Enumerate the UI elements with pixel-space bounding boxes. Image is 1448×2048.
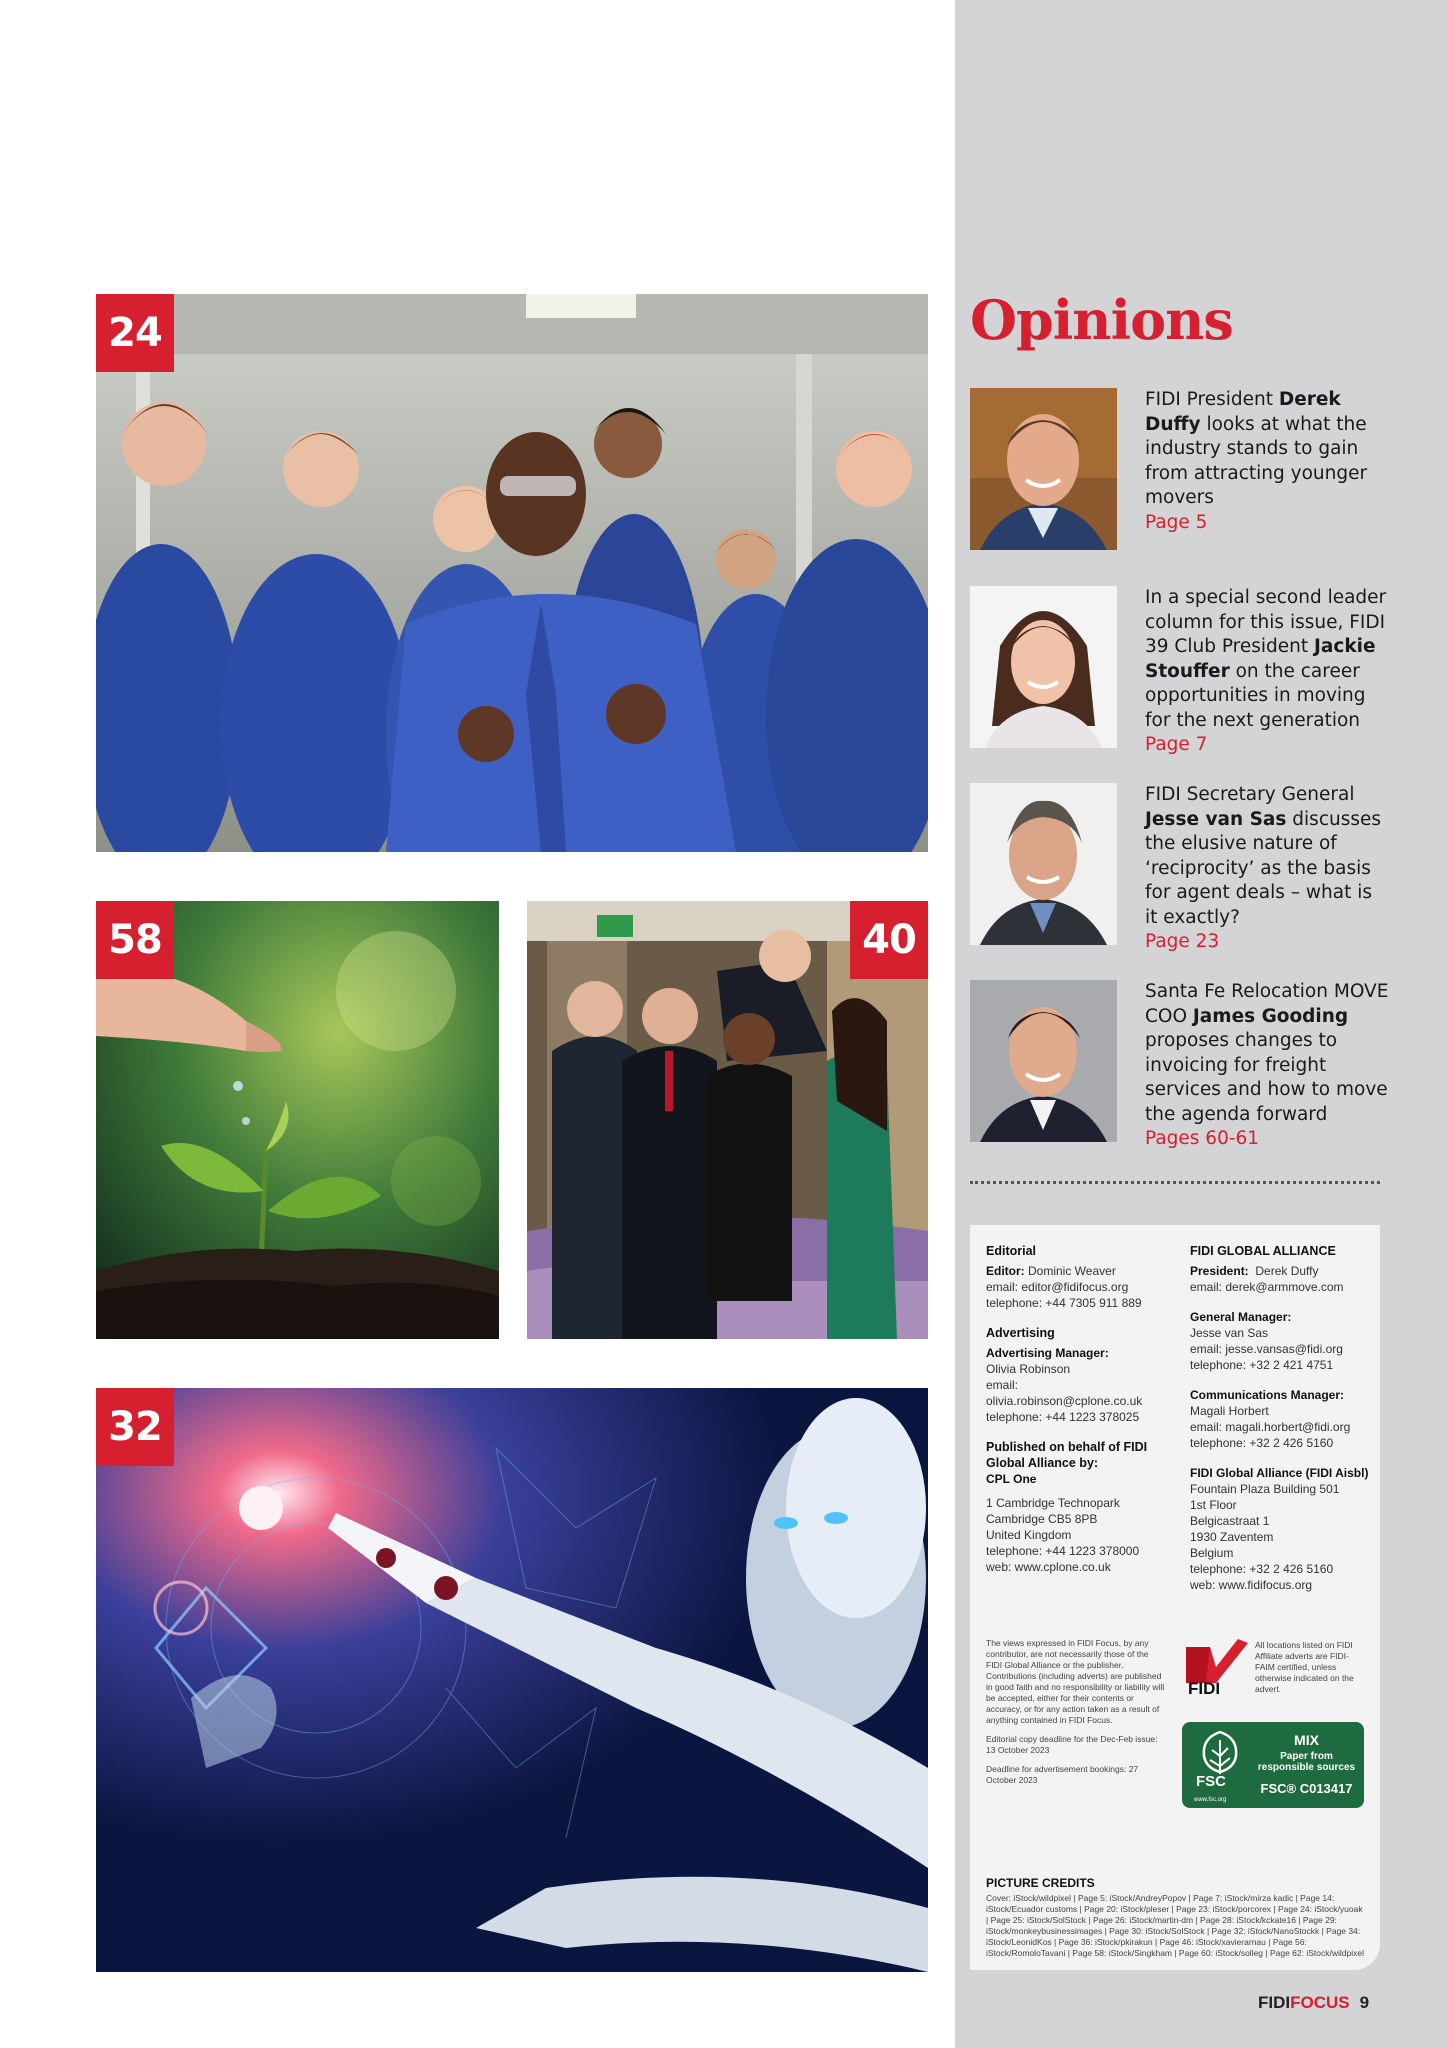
- section-divider: [970, 1181, 1380, 1184]
- masthead-box: [970, 1225, 1380, 1970]
- opinion-post: discusses the elusive nature of ‘reciprocity’ as the basis for agent deals – what is it exactly?: [1145, 808, 1382, 928]
- communications-manager-label: Communications Manager:: [1190, 1388, 1345, 1402]
- advertising-manager-name: Olivia Robinson: [986, 1362, 1071, 1376]
- editor-email[interactable]: email: editor@fidifocus.org: [986, 1280, 1129, 1294]
- publisher-address-line: 1 Cambridge Technopark: [986, 1496, 1120, 1510]
- portrait-james-gooding: [970, 980, 1117, 1142]
- opinion-page-link[interactable]: Pages 60-61: [1145, 1128, 1260, 1149]
- picture-credits-text: Cover: iStock/wildpixel | Page 5: iStock/AndreyPopov | Page 7: iStock/mirza kadic | Page 14: iStock/Ecuador customs | Page 20: iStock/pleser | Page 23: iStock/porcorex | Page 24: iStock/yuoak | Page 25: iStock/SolStock | Page 26: iStock/martin-dm | Page 28: iStock/kckate16 | Page 29: iStock/monkeybusinessimages | Page 30: iStock/SolStock | Page 32: iStock/NanoStockk | Page 34: iStock/LeonidKos | Page 36: iStock/pkirakun | Page 46: iStock/xavierarnau | Page 56: iStock/RomoloTavani | Page 58: iStock/Singkham | Page 60: iStock/solleg | Page 62: iStock/wildpixel: [986, 1893, 1364, 1958]
- fidi-address-line: 1st Floor: [1190, 1498, 1237, 1512]
- opinion-post: looks at what the industry stands to gain from attracting younger movers: [1145, 413, 1368, 508]
- opinion-post: on the career opportunities in moving for the next generation: [1145, 660, 1366, 731]
- editor-name: Dominic Weaver: [1024, 1264, 1116, 1278]
- picture-credits-title: PICTURE CREDITS: [986, 1876, 1095, 1890]
- picture-credits: [986, 1875, 1366, 1959]
- fsc-badge: [1182, 1722, 1364, 1808]
- opinion-text: [1145, 980, 1390, 1152]
- fidi-organisation-label: FIDI Global Alliance (FIDI Aisbl): [1190, 1466, 1369, 1480]
- fidi-address-line: 1930 Zaventem: [1190, 1530, 1274, 1544]
- page-badge-40: 40: [850, 901, 928, 979]
- president-label: President:: [1190, 1264, 1249, 1278]
- fidi-address-line: Fountain Plaza Building 501: [1190, 1482, 1340, 1496]
- page-badge-32: 32: [96, 1388, 174, 1466]
- portrait-jackie-stouffer: [970, 586, 1117, 748]
- page-badge-58: 58: [96, 901, 174, 979]
- footer-brand-fidi: FIDI: [1258, 1993, 1291, 2012]
- fidi-telephone: telephone: +32 2 426 5160: [1190, 1562, 1334, 1576]
- fsc-mix: MIX: [1294, 1732, 1319, 1748]
- opinions-title: Opinions: [970, 288, 1233, 352]
- opinion-page-link[interactable]: Page 23: [1145, 931, 1220, 952]
- disclaimer-text: The views expressed in FIDI Focus, by any contributor, are not necessarily those of the FIDI Global Alliance or the publisher. Contributions (including adverts) are published in good faith and no responsibility or liability will be accepted, either for their contents or accuracy, or for any action taken as a result of anything contained in FIDI Focus.: [986, 1638, 1165, 1725]
- publisher-telephone: telephone: +44 1223 378000: [986, 1544, 1140, 1558]
- communications-manager-email[interactable]: email: magali.horbert@fidi.org: [1190, 1420, 1351, 1434]
- fsc-url: www.fsc.org: [1194, 1797, 1227, 1803]
- fidi-website[interactable]: web: www.fidifocus.org: [1190, 1578, 1313, 1592]
- opinion-text: [1145, 586, 1390, 758]
- communications-manager-telephone: telephone: +32 2 426 5160: [1190, 1436, 1334, 1450]
- opinion-pre: FIDI President: [1145, 389, 1279, 410]
- opinion-person-name: Jackie Stouffer: [1145, 636, 1376, 682]
- fsc-code: FSC® C013417: [1260, 1781, 1353, 1796]
- opinion-person-name: James Gooding: [1192, 1005, 1349, 1027]
- opinion-person-name: Derek Duffy: [1145, 389, 1341, 435]
- communications-manager-name: Magali Horbert: [1190, 1404, 1269, 1418]
- footer-brand-focus: FOCUS: [1290, 1993, 1350, 2012]
- publisher-address-line: United Kingdom: [986, 1528, 1072, 1542]
- opinion-text: [1145, 388, 1390, 535]
- editorial-deadline: Editorial copy deadline for the Dec-Feb issue: 13 October 2023: [986, 1734, 1158, 1755]
- publisher-name: CPL One: [986, 1472, 1037, 1486]
- advertising-manager-label: Advertising Manager:: [986, 1346, 1109, 1360]
- published-by-heading: Published on behalf of FIDI Global Alliance by:: [986, 1440, 1148, 1470]
- editorial-column: [986, 1243, 1176, 1575]
- fsc-label: [1254, 1732, 1359, 1797]
- editor-telephone: telephone: +44 7305 911 889: [986, 1296, 1142, 1310]
- workers-photo: [96, 294, 928, 852]
- general-manager-telephone: telephone: +32 2 421 4751: [1190, 1358, 1334, 1372]
- advertisement-deadline: Deadline for advertisement bookings: 27 October 2023: [986, 1764, 1139, 1785]
- fsc-tree-icon: [1192, 1728, 1248, 1802]
- editorial-heading: Editorial: [986, 1244, 1037, 1258]
- opinion-person-name: Jesse van Sas: [1145, 808, 1287, 830]
- fidi-address-line: Belgicastraat 1: [1190, 1514, 1270, 1528]
- editor-label: Editor:: [986, 1264, 1025, 1278]
- disclaimer: [986, 1638, 1166, 1786]
- fidi-heading: FIDI GLOBAL ALLIANCE: [1190, 1244, 1336, 1258]
- publisher-website[interactable]: web: www.cplone.co.uk: [986, 1560, 1111, 1574]
- advertising-email[interactable]: olivia.robinson@cplone.co.uk: [986, 1394, 1143, 1408]
- portrait-derek-duffy: [970, 388, 1117, 550]
- publisher-address-line: Cambridge CB5 8PB: [986, 1512, 1098, 1526]
- fidi-column: [1190, 1243, 1370, 1593]
- fidi-logo: [1182, 1637, 1252, 1703]
- page-footer: [1258, 1993, 1369, 2013]
- opinion-pre: Santa Fe Relocation MOVE COO: [1145, 981, 1389, 1027]
- affiliate-note: All locations listed on FIDI Affiliate adverts are FIDI-FAIM certified, unless otherwise indicated on the advert.: [1255, 1640, 1354, 1694]
- opinion-pre: In a special second leader column for this issue, FIDI 39 Club President: [1145, 587, 1387, 657]
- fidi-logo-text: FIDI: [1188, 1679, 1221, 1698]
- advertising-email-label: email:: [986, 1378, 1019, 1392]
- fsc-line: responsible sources: [1257, 1762, 1356, 1773]
- opinion-pre: FIDI Secretary General: [1145, 784, 1355, 805]
- general-manager-label: General Manager:: [1190, 1310, 1292, 1324]
- president-email[interactable]: email: derek@armmove.com: [1190, 1280, 1344, 1294]
- general-manager-email[interactable]: email: jesse.vansas@fidi.org: [1190, 1342, 1343, 1356]
- opinion-page-link[interactable]: Page 5: [1145, 511, 1208, 533]
- general-manager-name: Jesse van Sas: [1190, 1326, 1269, 1340]
- opinion-page-link[interactable]: Page 7: [1145, 734, 1208, 755]
- robot-photo: [96, 1388, 928, 1972]
- advertising-heading: Advertising: [986, 1326, 1055, 1340]
- fsc-logo-text: FSC: [1196, 1773, 1226, 1790]
- page-number: 9: [1359, 1993, 1370, 2012]
- president-name: Derek Duffy: [1248, 1264, 1319, 1278]
- page-badge-24: 24: [96, 294, 174, 372]
- opinion-post: proposes changes to invoicing for freight services and how to move the agenda forward: [1145, 1030, 1388, 1125]
- advertising-telephone: telephone: +44 1223 378025: [986, 1410, 1140, 1424]
- fidi-address-line: Belgium: [1190, 1546, 1234, 1560]
- portrait-jesse-van-sas: [970, 783, 1117, 945]
- opinion-text: [1145, 783, 1390, 955]
- fsc-line: Paper from: [1280, 1751, 1333, 1762]
